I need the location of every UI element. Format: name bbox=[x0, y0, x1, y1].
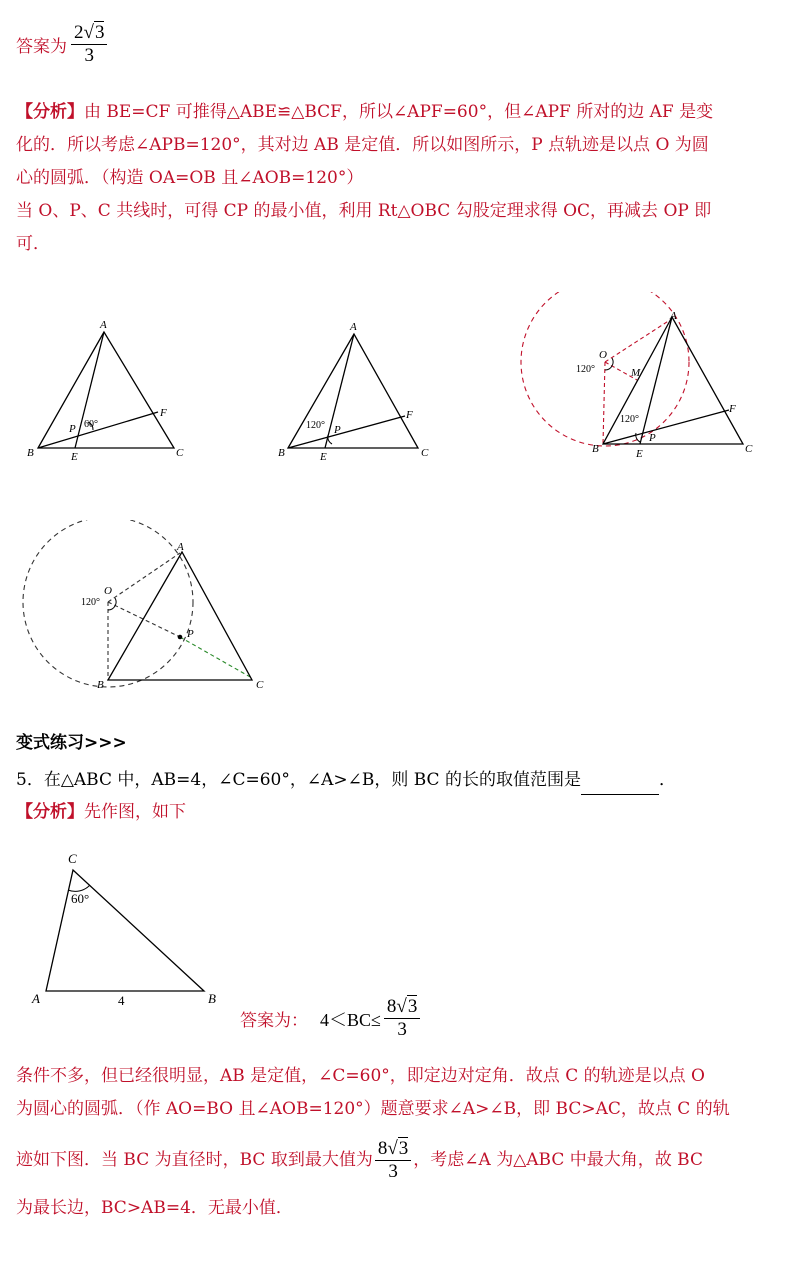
analysis-2-tag: 【分析】 bbox=[16, 802, 84, 822]
figure-5 bbox=[28, 845, 228, 1010]
fig4-angle-o: 120° bbox=[81, 597, 100, 608]
fig3-label-f: F bbox=[729, 403, 736, 415]
analysis-1-line-3: 心的圆弧．（构造 OA=OB 且∠AOB=120°） bbox=[16, 168, 364, 188]
fig2-label-b: B bbox=[278, 447, 285, 459]
fig3-label-c: C bbox=[745, 443, 753, 455]
fig5-label-c: C bbox=[68, 851, 77, 866]
fig1-label-a: A bbox=[100, 319, 107, 331]
fig1-label-p: P bbox=[69, 423, 76, 435]
fig3-label-p: P bbox=[649, 432, 656, 444]
analysis-3-line-1: 条件不多，但已经很明显，AB 是定值，∠C=60°，即定边对定角．故点 C 的轨迹是以点 O bbox=[16, 1066, 705, 1086]
analysis-3-line-3b: ，考虑∠A 为△ABC 中最大角，故 BC bbox=[413, 1149, 703, 1170]
fig1-label-b: B bbox=[27, 447, 34, 459]
analysis-1-line-2: 化的．所以考虑∠APB=120°，其对边 AB 是定值．所以如图所示，P 点轨迹是以点 O 为圆 bbox=[16, 135, 709, 155]
fig3-label-o: O bbox=[599, 349, 607, 361]
fig3-label-m: M bbox=[631, 367, 641, 379]
analysis-2-text: 先作图，如下 bbox=[84, 802, 186, 822]
fig3-angle-o: 120° bbox=[576, 364, 595, 375]
fig2-label-f: F bbox=[406, 409, 413, 421]
problem-5-text: 5．在△ABC 中，AB=4，∠C=60°，∠A>∠B，则 BC 的长的取值范围是 bbox=[16, 770, 581, 790]
answer-1 bbox=[16, 22, 107, 67]
analysis-1-tag: 【分析】 bbox=[16, 102, 84, 122]
analysis-3-line-2: 为圆心的圆弧．（作 AO=BO 且∠AOB=120°）题意要求∠A>∠B，即 BC>AC，故点 C 的轨 bbox=[16, 1099, 730, 1119]
fig4-label-a: A bbox=[177, 541, 184, 553]
fig3-label-a: A bbox=[670, 310, 677, 322]
figure-1 bbox=[20, 310, 195, 470]
fig5-label-b: B bbox=[208, 991, 216, 1006]
fig2-label-e: E bbox=[320, 451, 327, 463]
section-title: 变式练习>>> bbox=[16, 733, 127, 753]
analysis-3-fraction: $\frac{8√3}{3}$ bbox=[375, 1138, 411, 1183]
fig4-label-p: P bbox=[187, 628, 194, 640]
fig4-label-o: O bbox=[104, 585, 112, 597]
fig3-label-b: B bbox=[592, 443, 599, 455]
answer-blank bbox=[581, 776, 659, 795]
figure-4 bbox=[20, 520, 280, 695]
answer-2-label: 答案为： bbox=[240, 1011, 308, 1031]
fig3-label-e: E bbox=[636, 448, 643, 460]
analysis-1 bbox=[16, 96, 776, 261]
fig5-side-label: 4 bbox=[118, 993, 125, 1008]
fig5-label-a: A bbox=[32, 991, 40, 1006]
fig4-label-b: B bbox=[97, 679, 104, 691]
fig2-angle: 120° bbox=[306, 420, 325, 431]
answer-2-fraction: $\frac{8√3}{3}$ bbox=[384, 996, 420, 1041]
analysis-3-line-3a: 迹如下图．当 BC 为直径时，BC 取到最大值为 bbox=[16, 1149, 373, 1170]
fig1-label-c: C bbox=[176, 447, 184, 459]
figure-3 bbox=[515, 292, 775, 472]
fig3-angle-p: 120° bbox=[620, 414, 639, 425]
answer-2-range: 4＜BC≤ bbox=[320, 1009, 381, 1030]
fig2-label-c: C bbox=[421, 447, 429, 459]
answer-1-fraction: $\frac{2√3}{3}$ bbox=[71, 22, 107, 67]
answer-2 bbox=[240, 996, 420, 1041]
fig1-label-e: E bbox=[71, 451, 78, 463]
fig1-angle: 60° bbox=[84, 419, 98, 430]
fig4-label-c: C bbox=[256, 679, 264, 691]
fig2-label-a: A bbox=[350, 321, 357, 333]
figure-2 bbox=[270, 310, 445, 470]
analysis-3 bbox=[16, 1060, 776, 1225]
analysis-3-line-4: 为最长边，BC>AB=4．无最小值． bbox=[16, 1198, 293, 1218]
fig5-angle: 60° bbox=[71, 891, 90, 906]
fig1-label-f: F bbox=[160, 407, 167, 419]
analysis-1-line-4: 当 O、P、C 共线时，可得 CP 的最小值，利用 Rt△OBC 勾股定理求得 OC，再减去 OP 即 bbox=[16, 201, 712, 221]
problem-5: 5．在△ABC 中，AB=4，∠C=60°，∠A>∠B，则 BC 的长的取值范围是 ． bbox=[16, 765, 776, 795]
analysis-1-line-1: 由 BE=CF 可推得△ABE≌△BCF，所以∠APF=60°，但∠APF 所对的边 AF 是变 bbox=[84, 102, 714, 122]
answer-1-label: 答案为 bbox=[16, 37, 67, 57]
analysis-1-line-5: 可． bbox=[16, 234, 50, 254]
analysis-2 bbox=[16, 797, 776, 827]
fig2-label-p: P bbox=[334, 424, 341, 436]
